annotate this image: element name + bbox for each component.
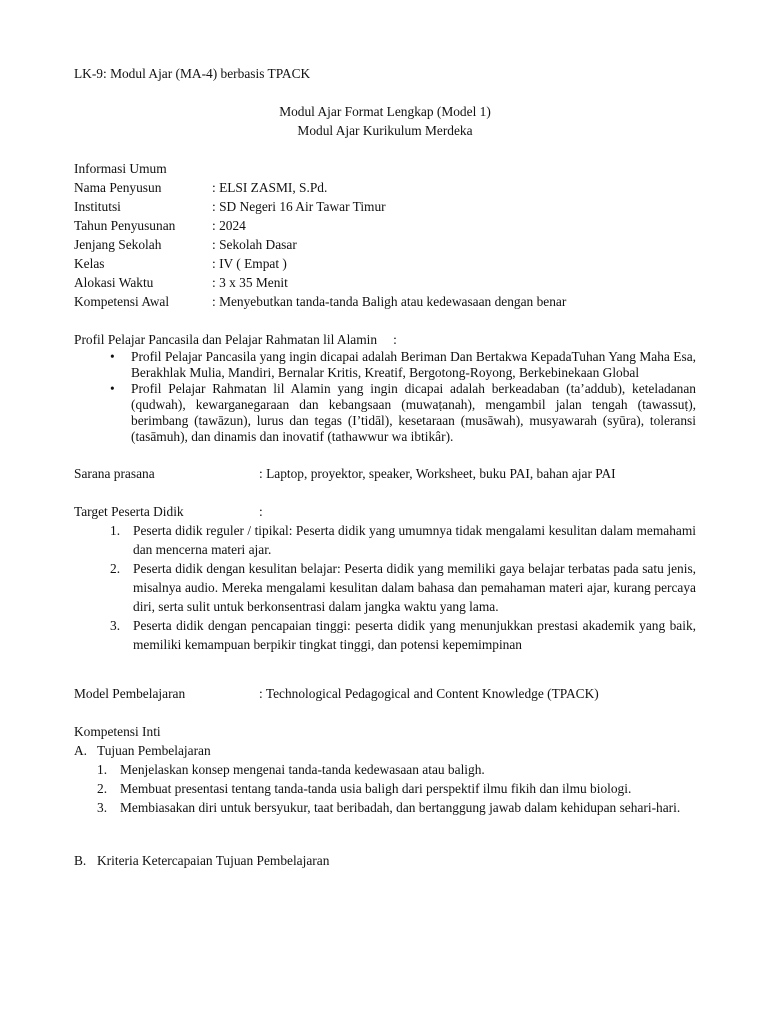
target-item-text: Peserta didik reguler / tipikal: Peserta didik yang umumnya tidak mengalami kesulitan dalam memahami dan mencerna materi ajar. — [133, 523, 696, 557]
info-row — [74, 273, 696, 292]
info-section-heading: Informasi Umum — [74, 161, 167, 176]
model-row — [74, 684, 696, 703]
info-value: : Menyebutkan tanda-tanda Baligh atau kedewasaan dengan benar — [212, 294, 567, 309]
info-row — [74, 216, 696, 235]
target-list — [74, 521, 696, 654]
sarana-value: : Laptop, proyektor, speaker, Worksheet, buku PAI, bahan ajar PAI — [259, 466, 616, 481]
kompetensi-heading: Kompetensi Inti — [74, 724, 161, 739]
list-item — [74, 521, 696, 559]
info-label: Tahun Penyusunan — [74, 218, 176, 233]
info-label: Nama Penyusun — [74, 180, 162, 195]
module-heading: Modul Ajar Format Lengkap (Model 1) — [279, 104, 491, 119]
info-value: : 2024 — [212, 218, 246, 233]
document-title: LK-9: Modul Ajar (MA-4) berbasis TPACK — [74, 66, 311, 81]
target-item-text: Peserta didik dengan kesulitan belajar: Peserta didik yang memiliki gaya belajar terbatas pada satu jenis, misalnya audio. Mereka mengalami kesulitan dalam bahasa dan pemahaman materi ajar, kurang percaya diri, serta sulit untuk berkonsentrasi dalam jangka waktu yang lama. — [133, 561, 696, 614]
list-item — [74, 349, 696, 381]
target-label: Target Peserta Didik — [74, 504, 184, 519]
profil-colon: : — [393, 332, 397, 347]
list-item — [74, 381, 696, 445]
bullet-icon: • — [110, 381, 115, 396]
list-number: 3. — [110, 618, 121, 633]
target-colon: : — [259, 504, 263, 519]
info-value: : 3 x 35 Menit — [212, 275, 288, 290]
profil-item-text: Profil Pelajar Pancasila yang ingin dicapai adalah Beriman Dan Bertakwa KepadaTuhan Yang Maha Esa, Berakhlak Mulia, Mandiri, Bernalar Kritis, Kreatif, Bergotong-Royong, Berkebinekaan Global — [131, 349, 696, 380]
sarana-label: Sarana prasana — [74, 466, 155, 481]
profil-item-text: Profil Pelajar Rahmatan lil Alamin yang ingin dicapai adalah berkeadaban (ta’addub), keteladanan (qudwah), kewarganegaraan dan kebangsaan (muwaṭanah), mengambil jalan tengah (tawassuṭ), berimbang (tawāzun), lurus dan tegas (I’tidāl), kesetaraan (musāwah), musyawarah (syūra), toleransi (tasāmuh), dan dinamis dan inovatif (tathawwur wa ibtikâr). — [131, 381, 696, 444]
list-number: 1. — [97, 762, 108, 777]
info-table — [74, 178, 696, 311]
list-item — [74, 760, 696, 779]
model-value: : Technological Pedagogical and Content Knowledge (TPACK) — [259, 686, 599, 701]
info-value: : Sekolah Dasar — [212, 237, 297, 252]
info-row — [74, 197, 696, 216]
info-value: : IV ( Empat ) — [212, 256, 287, 271]
list-number: 3. — [97, 800, 108, 815]
list-number: 2. — [97, 781, 108, 796]
profil-heading-line — [74, 330, 696, 349]
kriteria-heading — [74, 851, 696, 870]
info-label: Jenjang Sekolah — [74, 237, 162, 252]
kriteria-label: Kriteria Ketercapaian Tujuan Pembelajaran — [97, 853, 330, 868]
info-row — [74, 292, 696, 311]
list-item — [74, 798, 696, 817]
info-value: : SD Negeri 16 Air Tawar Timur — [212, 199, 386, 214]
info-label: Institutsi — [74, 199, 121, 214]
module-subheading: Modul Ajar Kurikulum Merdeka — [297, 123, 473, 138]
tujuan-item-text: Menjelaskan konsep mengenai tanda-tanda kedewasaan atau baligh. — [120, 762, 485, 777]
info-label: Alokasi Waktu — [74, 275, 154, 290]
info-row — [74, 178, 696, 197]
tujuan-heading — [74, 741, 696, 760]
tujuan-item-text: Membiasakan diri untuk bersyukur, taat beribadah, dan bertanggung jawab dalam kehidupan sehari-hari. — [120, 800, 681, 815]
model-label: Model Pembelajaran — [74, 686, 186, 701]
tujuan-item-text: Membuat presentasi tentang tanda-tanda usia baligh dari perspektif ilmu fikih dan ilmu biologi. — [120, 781, 632, 796]
tujuan-label: Tujuan Pembelajaran — [97, 743, 211, 758]
list-item — [74, 779, 696, 798]
section-letter: B. — [74, 853, 87, 868]
list-item — [74, 616, 696, 654]
target-item-text: Peserta didik dengan pencapaian tinggi: peserta didik yang menunjukkan prestasi akademik yang baik, memiliki kemampuan berpikir tingkat tinggi, dan potensi kepemimpinan — [133, 618, 696, 652]
list-number: 1. — [110, 523, 121, 538]
list-number: 2. — [110, 561, 121, 576]
profil-heading: Profil Pelajar Pancasila dan Pelajar Rahmatan lil Alamin — [74, 332, 378, 347]
document-page — [74, 64, 696, 870]
info-value: : ELSI ZASMI, S.Pd. — [212, 180, 328, 195]
info-row — [74, 235, 696, 254]
info-label: Kompetensi Awal — [74, 294, 170, 309]
info-label: Kelas — [74, 256, 105, 271]
profil-list — [74, 349, 696, 445]
tujuan-list — [74, 760, 696, 817]
bullet-icon: • — [110, 349, 115, 364]
info-row — [74, 254, 696, 273]
sarana-row — [74, 464, 696, 483]
target-row — [74, 502, 696, 521]
list-item — [74, 559, 696, 616]
section-letter: A. — [74, 743, 88, 758]
